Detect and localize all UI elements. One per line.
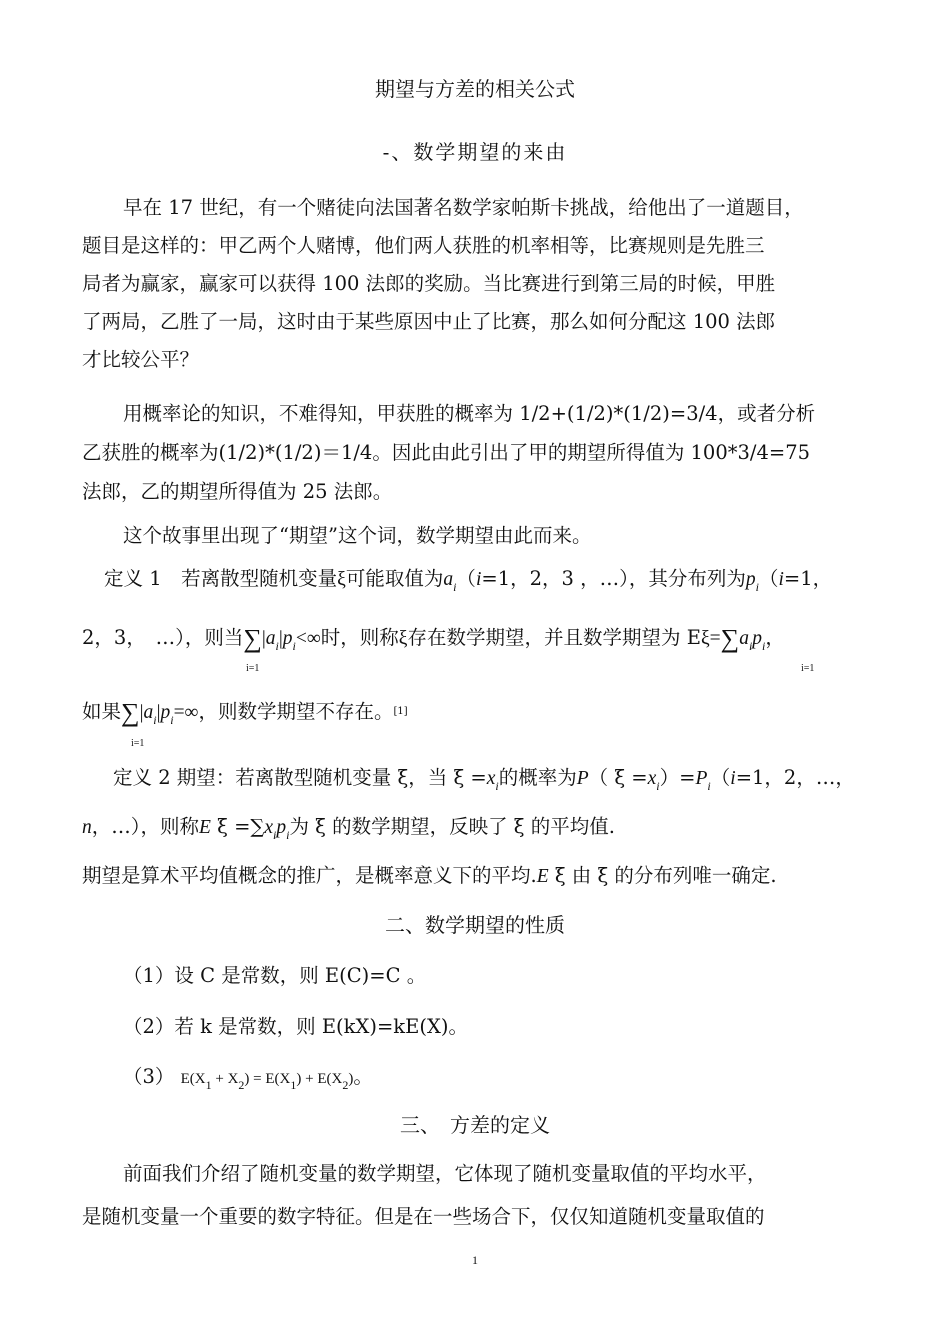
paragraph-line: 了两局，乙胜了一局，这时由于某些原因中止了比赛，那么如何分配这 100 法郎 — [82, 310, 776, 333]
document-title: 期望与方差的相关公式 — [375, 77, 575, 101]
sum-symbol: ∑ — [243, 624, 262, 653]
page-number: 1 — [472, 1253, 478, 1267]
definition-2-line-3: 期望是算术平均值概念的推广，是概率意义下的平均.E ξ 由 ξ 的分布列唯一确定. — [82, 864, 777, 887]
citation-ref: [1] — [393, 706, 408, 717]
definition-1-line-3: 如果$\sum|a_i|p_i=\infty$，则数学期望不存在。[1] — [82, 698, 408, 727]
paragraph-line: 局者为赢家，赢家可以获得 100 法郎的奖励。当比赛进行到第三局的时候，甲胜 — [82, 272, 776, 295]
section-heading-1: -、数学期望的来由 — [382, 140, 568, 164]
property-3-formula: $E(X_1 + X_2) = E(X_1) + E(X_2)$ — [180, 1071, 354, 1092]
paragraph-line: 题目是这样的：甲乙两个人赌博，他们两人获胜的机率相等，比赛规则是先胜三 — [82, 234, 765, 257]
paragraph-line: 这个故事里出现了“期望”这个词，数学期望由此而来。 — [123, 524, 592, 547]
paragraph-line: 才比较公平？ — [82, 348, 200, 371]
section-heading-3: 三、 方差的定义 — [400, 1113, 550, 1137]
paragraph-line: 用概率论的知识，不难得知，甲获胜的概率为 1/2+(1/2)*(1/2)=3/4，或者分析 — [123, 402, 816, 425]
section-heading-2: 二、数学期望的性质 — [385, 913, 565, 937]
property-2: （2）若 k 是常数，则 E(kX)=kE(X)。 — [123, 1015, 468, 1038]
definition-1-line-2: 2，3， …），则当$\sum|a_i|p_i<\infty$时，则称ξ存在数学期望，并且数学期望为 $E\xi=\sum a_ip_i$， — [82, 624, 785, 653]
paragraph-line: 早在 17 世纪，有一个赌徒向法国著名数学家帕斯卡挑战，给他出了一道题目， — [123, 196, 804, 219]
definition-2-line-1: 定义 2 期望：若离散型随机变量 ξ，当 $\xi =x_i$的概率为P（ $\xi =x_i)=P_i(i=1$，2，…， — [113, 766, 855, 793]
paragraph-line: 乙获胜的概率为(1/2)*(1/2)＝1/4。因此由此引出了甲的期望所得值为 100*3/4=75 — [82, 441, 811, 464]
sum-symbol: ∑ — [121, 698, 140, 727]
property-1: （1）设 C 是常数，则 E(C)=C 。 — [123, 964, 427, 987]
sum-lower-limit: i=1 — [131, 738, 145, 749]
sum-lower-limit: i=1 — [246, 663, 260, 674]
sum-symbol: ∑ — [720, 624, 740, 653]
property-3: （3） $E(X_1 + X_2) = E(X_1) + E(X_2)$。 — [123, 1065, 373, 1092]
definition-1-line-1: 定义 1 若离散型随机变量ξ可能取值为$a_i(i=1$，2，3 ，…），其分布列为$p_i(i=1$， — [104, 567, 833, 594]
paragraph-line: 前面我们介绍了随机变量的数学期望，它体现了随机变量取值的平均水平， — [123, 1162, 767, 1185]
sum-lower-limit: i=1 — [801, 663, 815, 674]
paragraph-line: 法郎，乙的期望所得值为 25 法郎。 — [82, 480, 393, 503]
paragraph-line: 是随机变量一个重要的数字特征。但是在一些场合下，仅仅知道随机变量取值的 — [82, 1205, 765, 1228]
definition-2-line-2: n，…），则称E $\xi =\sum x_ip_i$为 ξ 的数学期望，反映了 ξ 的平均值. — [82, 815, 615, 842]
